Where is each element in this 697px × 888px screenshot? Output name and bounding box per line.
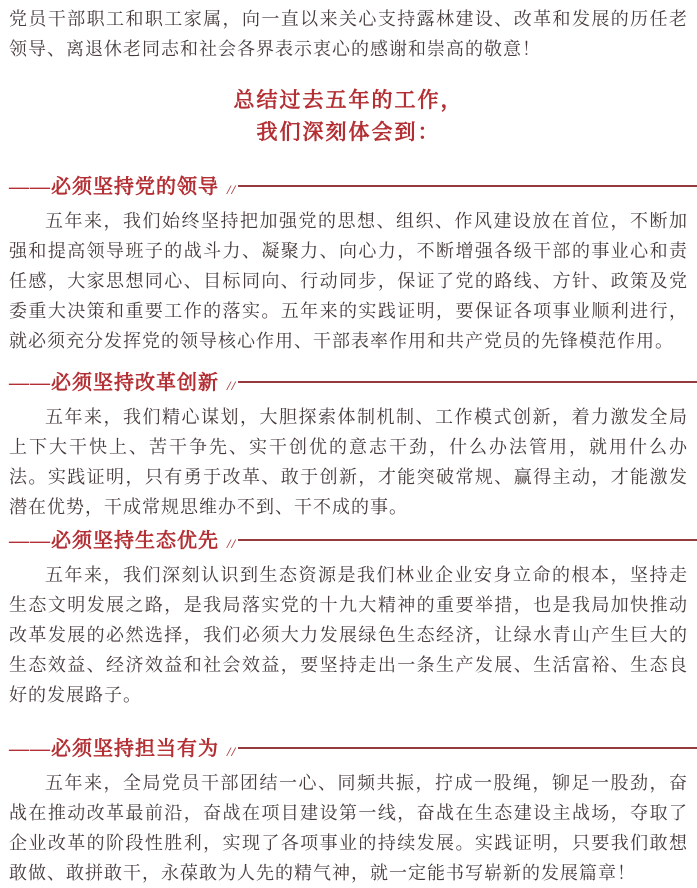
section-heading-row bbox=[9, 366, 688, 394]
intro-paragraph: 党员干部职工和职工家属，向一直以来关心支持露林建设、改革和发展的历任老领导、离退休老同志和社会各界表示衷心的感谢和崇高的敬意！ bbox=[9, 9, 688, 59]
section-party-leadership bbox=[9, 170, 688, 356]
section-heading: ——必须坚持党的领导 bbox=[9, 175, 219, 198]
section-paragraph: 五年来，全局党员干部团结一心、同频共振，拧成一股绳，铆足一股劲，奋战在推动改革最前沿，奋战在项目建设第一线，奋战在生态建设主战场，夺取了企业改革的阶段性胜利，实现了各项事业的持续发展。实践证明，只要我们敢想敢做、敢拼敢干，永葆敢为人先的精气神，就一定能书写崭新的发展篇章！ bbox=[9, 773, 688, 883]
section-paragraph: 五年来，我们精心谋划，大胆探索体制机制、工作模式创新，着力激发全局上下大干快上、苦干争先、实干创优的意志干劲，什么办法管用，就用什么办法。实践证明，只有勇于改革、敢于创新，才能突破常规、赢得主动，才能激发潜在优势，干成常规思维办不到、干不成的事。 bbox=[9, 407, 688, 517]
section-paragraph: 五年来，我们深刻认识到生态资源是我们林业企业安身立命的根本，坚持走生态文明发展之路，是我局落实党的十九大精神的重要举措，也是我局加快推动改革发展的必然选择，我们必须大力发展绿色生态经济，让绿水青山产生巨大的生态效益、经济效益和社会效益，要坚持走出一条生产发展、生活富裕、生态良好的发展路子。 bbox=[9, 565, 688, 705]
section-heading-row bbox=[9, 732, 688, 760]
double-slash-mark: // bbox=[227, 536, 237, 551]
double-slash-mark: // bbox=[227, 378, 237, 393]
section-ecology-first bbox=[9, 524, 688, 710]
heading-rule-line bbox=[238, 381, 697, 383]
double-slash-mark: // bbox=[227, 182, 237, 197]
section-heading-row bbox=[9, 524, 688, 552]
section-reform-innovation bbox=[9, 366, 688, 522]
section-heading: ——必须坚持生态优先 bbox=[9, 529, 219, 552]
heading-rule-line bbox=[238, 747, 697, 749]
heading-rule-line bbox=[238, 185, 697, 187]
section-responsibility-action bbox=[9, 732, 688, 888]
heading-rule-line bbox=[238, 539, 697, 541]
summary-title-line1: 总结过去五年的工作， bbox=[233, 88, 464, 112]
section-heading: ——必须坚持改革创新 bbox=[9, 371, 219, 394]
summary-title-line2: 我们深刻体会到： bbox=[256, 120, 441, 144]
section-heading-row bbox=[9, 170, 688, 198]
section-paragraph: 五年来，我们始终坚持把加强党的思想、组织、作风建设放在首位，不断加强和提高领导班子的战斗力、凝聚力、向心力，不断增强各级干部的事业心和责任感，大家思想同心、目标同向、行动同步，保证了党的路线、方针、政策及党委重大决策和重要工作的落实。五年来的实践证明，要保证各项事业顺利进行，就必须充分发挥党的领导核心作用、干部表率作用和共产党员的先锋模范作用。 bbox=[9, 211, 688, 351]
section-heading: ——必须坚持担当有为 bbox=[9, 737, 219, 760]
double-slash-mark: // bbox=[227, 744, 237, 759]
summary-title bbox=[9, 84, 688, 148]
